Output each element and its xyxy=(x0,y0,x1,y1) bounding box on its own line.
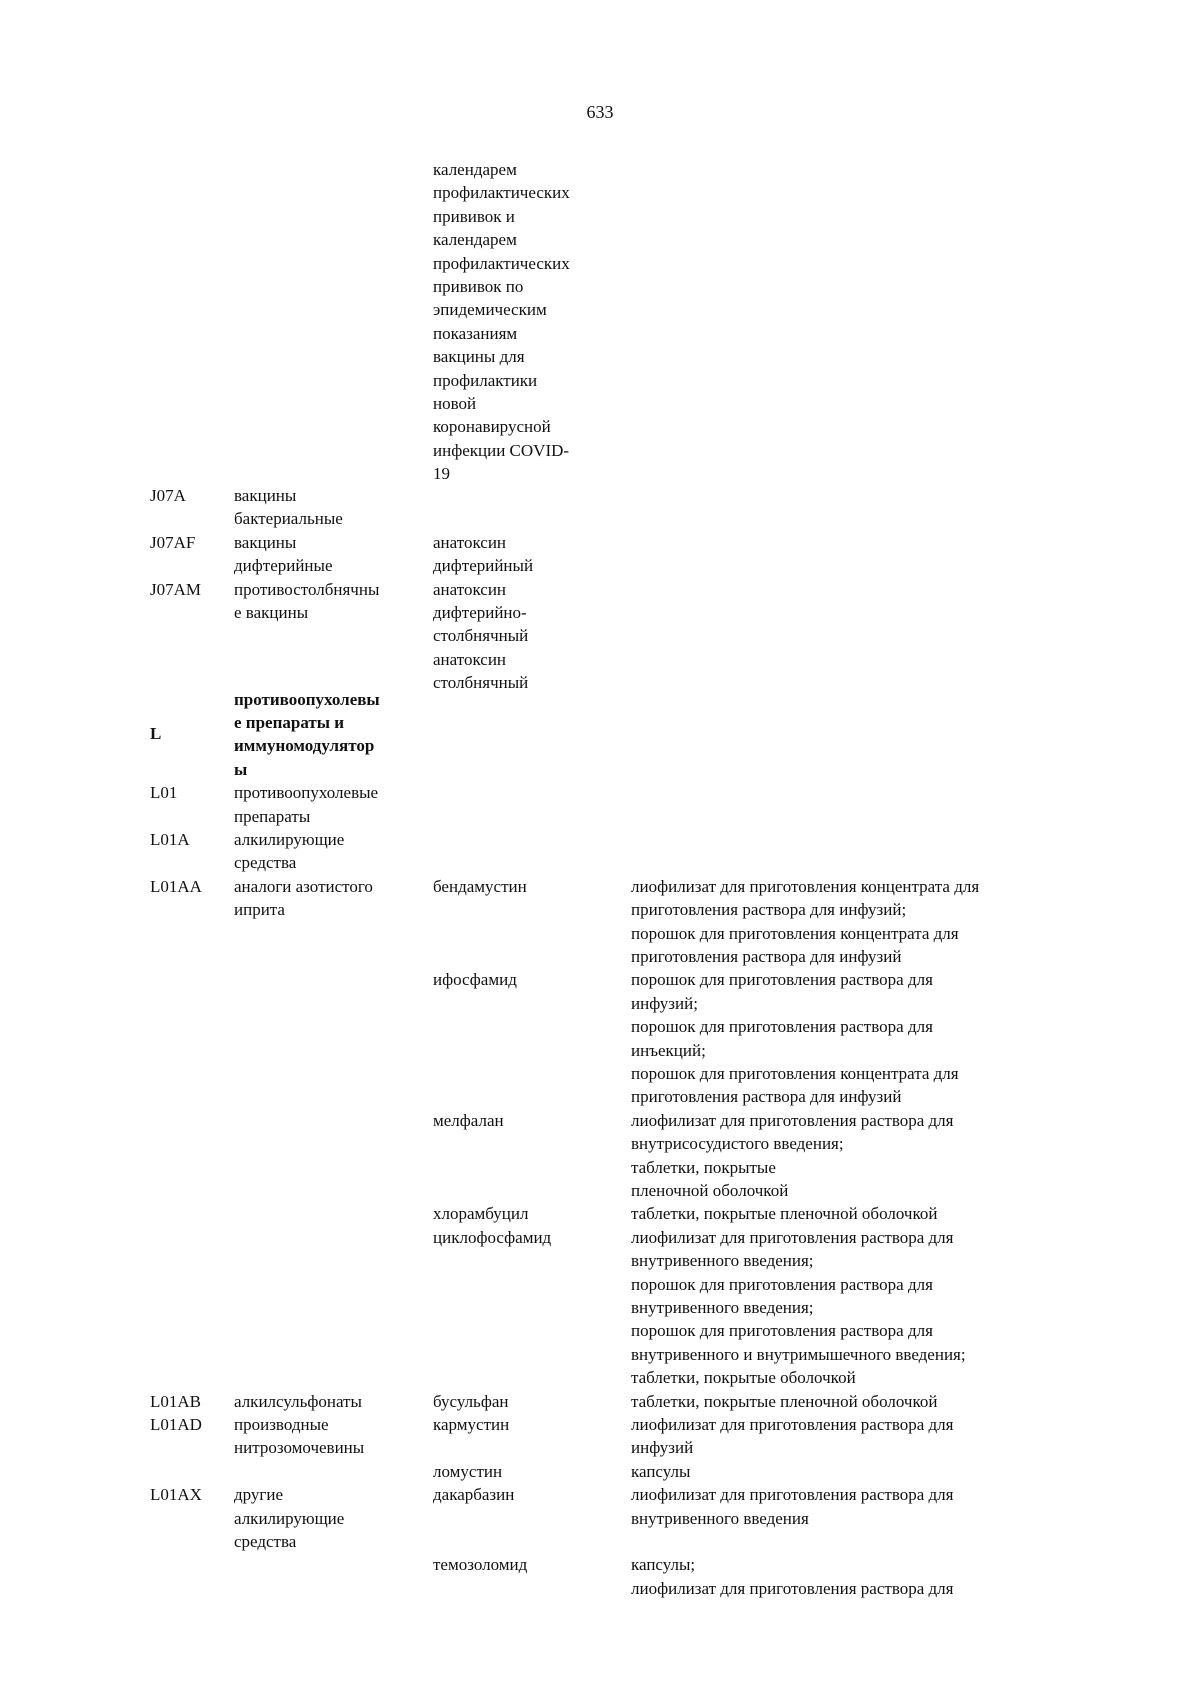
dosage-form-line: внутрисосудистого введения; xyxy=(631,1134,844,1154)
group-name xyxy=(234,828,414,875)
drug-name-line: ломустин xyxy=(433,1461,503,1481)
table-row xyxy=(0,1460,1200,1483)
atc-code: J07AM xyxy=(150,579,202,599)
dosage-form-line: пленочной оболочкой xyxy=(631,1180,789,1200)
dosage-form xyxy=(631,1413,1061,1460)
drug-name-line: прививок по xyxy=(433,277,524,297)
drug-name-line: дифтерийный xyxy=(433,556,534,576)
drug-name-line: профилактических xyxy=(433,183,570,203)
dosage-form-line: таблетки, покрытые пленочной оболочкой xyxy=(631,1391,938,1411)
dosage-form-line: порошок для приготовления раствора для xyxy=(631,1274,933,1294)
drug-name-line: темозоломид xyxy=(433,1555,528,1575)
dosage-form xyxy=(631,875,1061,969)
group-name-line: противостолбнячны xyxy=(234,579,380,599)
drug-name xyxy=(433,158,613,486)
drug-name xyxy=(433,1226,613,1249)
drug-name xyxy=(433,875,613,898)
group-name xyxy=(234,1413,414,1460)
table-row xyxy=(0,1226,1200,1390)
group-name xyxy=(234,531,414,578)
dosage-form-line: порошок для приготовления раствора для xyxy=(631,1017,933,1037)
drug-name-line: бусульфан xyxy=(433,1391,509,1411)
group-name-line: средства xyxy=(234,853,297,873)
dosage-form-line: капсулы xyxy=(631,1461,691,1481)
table-row xyxy=(0,828,1200,875)
group-name xyxy=(234,688,414,782)
dosage-form-line: таблетки, покрытые xyxy=(631,1157,776,1177)
dosage-form-line: внутривенного введения xyxy=(631,1508,809,1528)
group-name xyxy=(234,875,414,922)
group-name-line: вакцины xyxy=(234,532,297,552)
drug-name-line: бендамустин xyxy=(433,876,527,896)
group-name-line: противоопухолевые xyxy=(234,783,379,803)
group-name-line: иприта xyxy=(234,900,285,920)
table-row xyxy=(0,688,1200,782)
dosage-form-line: порошок для приготовления концентрата для xyxy=(631,1064,959,1083)
group-name-line: бактериальные xyxy=(234,509,343,529)
group-name-line: дифтерийные xyxy=(234,556,333,576)
drug-name-line: инфекции COVID- xyxy=(433,440,570,460)
drug-name-line: новой xyxy=(433,394,477,414)
drug-name-line: дифтерийно- xyxy=(433,603,527,622)
group-name-line: алкилирующие xyxy=(234,1508,345,1528)
atc-code: L xyxy=(150,723,162,743)
dosage-form-line: лиофилизат для приготовления раствора для xyxy=(631,1110,954,1130)
drug-name-line: анатоксин xyxy=(433,532,507,552)
drug-name-line: анатоксин xyxy=(433,579,507,599)
group-name xyxy=(234,1390,414,1413)
dosage-form-line: приготовления раствора для инфузий; xyxy=(631,900,907,920)
group-name xyxy=(234,484,414,531)
dosage-form-line: инфузий xyxy=(631,1438,694,1458)
group-name-line: противоопухолевы xyxy=(234,689,380,709)
atc-code: L01A xyxy=(150,829,190,849)
dosage-form xyxy=(631,1460,1061,1483)
drug-name-line: 19 xyxy=(433,464,450,484)
dosage-form-line: инъекций; xyxy=(631,1040,706,1060)
drug-name-line: календарем xyxy=(433,160,517,179)
atc-code: J07AF xyxy=(150,532,196,552)
dosage-form-line: лиофилизат для приготовления раствора для xyxy=(631,1578,954,1598)
group-name-line: иммуномодулятор xyxy=(234,736,375,756)
page-number: 633 xyxy=(586,102,614,122)
drug-classification-table xyxy=(0,158,1200,1600)
drug-name xyxy=(433,1413,613,1436)
table-row xyxy=(0,1390,1200,1413)
drug-name xyxy=(433,1460,613,1483)
dosage-form xyxy=(631,1109,1061,1203)
dosage-form-line: лиофилизат для приготовления раствора для xyxy=(631,1227,954,1247)
table-row xyxy=(0,1202,1200,1225)
drug-name-line: циклофосфамид xyxy=(433,1227,552,1247)
table-row xyxy=(0,1109,1200,1203)
dosage-form xyxy=(631,1202,1061,1225)
drug-name-line: кармустин xyxy=(433,1414,510,1434)
atc-code: L01AD xyxy=(150,1414,202,1434)
group-name-line: ы xyxy=(234,759,248,779)
drug-name-line: прививок и xyxy=(433,206,515,226)
group-name-line: препараты xyxy=(234,806,311,826)
drug-name-line: профилактических xyxy=(433,253,570,273)
dosage-form xyxy=(631,968,1061,1108)
dosage-form xyxy=(631,1483,1061,1530)
table-row xyxy=(0,875,1200,969)
atc-code: L01AB xyxy=(150,1391,201,1411)
dosage-form-line: капсулы; xyxy=(631,1555,696,1575)
group-name xyxy=(234,1483,414,1553)
table-row xyxy=(0,531,1200,578)
group-name xyxy=(234,578,414,625)
drug-name-line: хлорамбуцил xyxy=(433,1204,529,1224)
drug-name xyxy=(433,1202,613,1225)
group-name xyxy=(234,781,414,828)
dosage-form xyxy=(631,1390,1061,1413)
atc-code: L01AA xyxy=(150,876,202,896)
group-name-line: аналоги азотистого xyxy=(234,876,373,896)
group-name-line: алкилсульфонаты xyxy=(234,1391,362,1411)
drug-name xyxy=(433,1390,613,1413)
dosage-form-line: лиофилизат для приготовления раствора для xyxy=(631,1485,954,1505)
table-row xyxy=(0,1483,1200,1553)
table-row xyxy=(0,484,1200,531)
dosage-form-line: внутривенного и внутримышечного введения; xyxy=(631,1344,966,1364)
dosage-form-line: порошок для приготовления раствора для xyxy=(631,1321,933,1341)
group-name-line: алкилирующие xyxy=(234,829,345,849)
drug-name xyxy=(433,578,613,695)
group-name-line: нитрозомочевины xyxy=(234,1438,365,1458)
dosage-form-line: приготовления раствора для инфузий xyxy=(631,947,902,966)
dosage-form-line: инфузий; xyxy=(631,993,698,1013)
group-name-line: вакцины xyxy=(234,486,297,505)
dosage-form-line: внутривенного введения; xyxy=(631,1251,814,1271)
drug-name xyxy=(433,1553,613,1576)
drug-name xyxy=(433,968,613,991)
group-name-line: средства xyxy=(234,1531,297,1551)
drug-name xyxy=(433,1109,613,1132)
table-row xyxy=(0,1553,1200,1600)
drug-name-line: дакарбазин xyxy=(433,1485,515,1505)
drug-name-line: мелфалан xyxy=(433,1110,504,1130)
group-name-line: другие xyxy=(234,1485,284,1505)
dosage-form-line: таблетки, покрытые пленочной оболочкой xyxy=(631,1204,938,1224)
dosage-form-line: таблетки, покрытые оболочкой xyxy=(631,1368,856,1388)
atc-code: L01 xyxy=(150,783,178,803)
dosage-form-line: внутривенного введения; xyxy=(631,1297,814,1317)
table-row xyxy=(0,781,1200,828)
atc-code: L01AX xyxy=(150,1485,202,1505)
drug-name-line: профилактики xyxy=(433,370,538,390)
dosage-form xyxy=(631,1226,1061,1390)
drug-name-line: показаниям xyxy=(433,323,518,343)
drug-name xyxy=(433,531,613,578)
drug-name xyxy=(433,1483,613,1506)
table-row xyxy=(0,578,1200,693)
dosage-form-line: приготовления раствора для инфузий xyxy=(631,1087,902,1107)
table-row xyxy=(0,968,1200,1108)
dosage-form-line: порошок для приготовления концентрата для xyxy=(631,923,959,943)
group-name-line: е вакцины xyxy=(234,603,309,622)
group-name-line: е препараты и xyxy=(234,713,345,732)
drug-name-line: ифосфамид xyxy=(433,970,517,990)
drug-name-line: столбнячный xyxy=(433,626,529,646)
drug-name-line: столбнячный xyxy=(433,673,529,693)
drug-name-line: эпидемическим xyxy=(433,300,547,320)
dosage-form xyxy=(631,1553,1061,1600)
drug-name-line: вакцины для xyxy=(433,347,525,367)
drug-name-line: календарем xyxy=(433,230,517,250)
drug-name-line: коронавирусной xyxy=(433,417,551,437)
dosage-form-line: лиофилизат для приготовления концентрата для xyxy=(631,876,980,896)
atc-code: J07A xyxy=(150,486,186,505)
group-name-line: производные xyxy=(234,1414,329,1434)
dosage-form-line: порошок для приготовления раствора для xyxy=(631,970,933,990)
table-row xyxy=(0,1413,1200,1460)
dosage-form-line: лиофилизат для приготовления раствора для xyxy=(631,1414,954,1434)
drug-name-line: анатоксин xyxy=(433,649,507,669)
table-row xyxy=(0,158,1200,484)
